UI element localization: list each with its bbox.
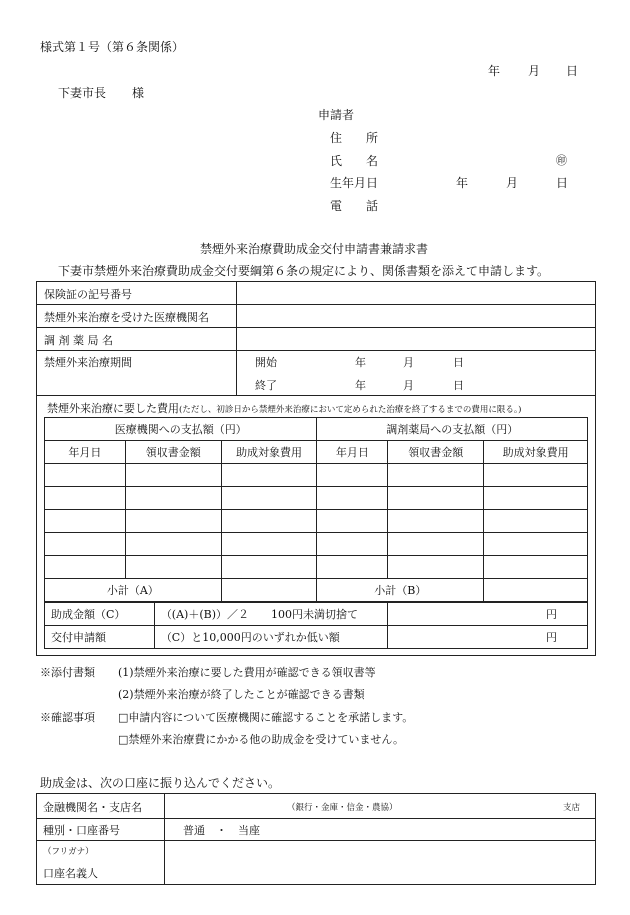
table-row: [45, 533, 588, 556]
costs-heading-text: 禁煙外来治療に要した費用: [47, 402, 179, 415]
col-header: 助成対象費用: [484, 441, 588, 464]
attachment-2: (2)禁煙外来治療が終了したことが確認できる書類: [118, 688, 365, 701]
bank-instruction: 助成金は、次の口座に振り込んでください。: [40, 776, 281, 790]
seal-mark: ㊞: [556, 154, 567, 167]
end-day-label: 日: [453, 379, 464, 392]
institution-label: 禁煙外来治療を受けた医療機関名: [44, 311, 209, 324]
confirm-checkbox-2[interactable]: □禁煙外来治療費にかかる他の助成金を受けていません。: [118, 733, 405, 746]
costs-heading: [47, 400, 521, 416]
applicant-title: 申請者: [318, 108, 355, 122]
grant-amount-label: 助成金額（C）: [45, 603, 155, 626]
date-year-label: 年: [488, 64, 501, 78]
account-types: 普通 ・ 当座: [183, 824, 260, 837]
branch-label: 支店: [563, 803, 581, 813]
attachments-label: ※添付書類: [40, 666, 95, 679]
table-row: [45, 510, 588, 533]
end-month-label: 月: [403, 379, 414, 392]
form-number: 様式第１号（第６条関係）: [40, 40, 185, 54]
cost-grid: [44, 417, 588, 602]
grant-yen: 円: [388, 603, 588, 626]
account-holder-label: 口座名義人: [43, 867, 98, 880]
bank-types: （銀行・金庫・信金・農協）: [287, 803, 398, 813]
confirm-label: ※確認事項: [40, 711, 95, 724]
application-table: [36, 281, 596, 656]
col-header: 領収書金額: [125, 441, 221, 464]
table-row: [45, 556, 588, 579]
table-row: [45, 464, 588, 487]
applicant-birthdate-label: 生年月日: [330, 176, 379, 190]
request-formula: （C）と10,000円のいずれか低い額: [154, 626, 388, 649]
date-month-label: 月: [528, 64, 541, 78]
subtotal-b-value: [484, 579, 588, 602]
request-yen: 円: [388, 626, 588, 649]
applicant-name-label: 氏 名: [330, 154, 379, 168]
date-day-label: 日: [566, 64, 579, 78]
account-label: 種別・口座番号: [43, 824, 120, 837]
subtotal-a-label: 小計（A）: [45, 579, 222, 602]
grant-table: [44, 602, 588, 649]
grant-formula: （(A)＋(B)）／２ 100円未満切捨て: [154, 603, 388, 626]
attachment-1: (1)禁煙外来治療に要した費用が確認できる領収書等: [118, 666, 376, 679]
birth-day-label: 日: [556, 176, 569, 190]
start-year-label: 年: [355, 356, 366, 369]
furigana-label: （フリガナ）: [43, 847, 94, 857]
medical-payment-header: 医療機関への支払額（円）: [45, 418, 317, 441]
pharmacy-label: 調 剤 薬 局 名: [44, 334, 113, 347]
confirm-checkbox-1[interactable]: □申請内容について医療機関に確認することを承諾します。: [118, 711, 414, 724]
subtotal-b-label: 小計（B）: [317, 579, 484, 602]
start-day-label: 日: [453, 356, 464, 369]
subtotal-a-value: [221, 579, 317, 602]
birth-year-label: 年: [456, 176, 469, 190]
birth-month-label: 月: [506, 176, 519, 190]
end-year-label: 年: [355, 379, 366, 392]
col-header: 年月日: [317, 441, 388, 464]
period-label: 禁煙外来治療期間: [44, 356, 132, 369]
honorific: 様: [132, 86, 145, 100]
applicant-phone-label: 電 話: [330, 199, 379, 213]
col-header: 助成対象費用: [221, 441, 317, 464]
bank-name-label: 金融機関名・支店名: [43, 801, 142, 814]
start-month-label: 月: [403, 356, 414, 369]
insurance-label: 保険証の記号番号: [44, 288, 132, 301]
document-title: 禁煙外来治療費助成金交付申請書兼請求書: [200, 242, 429, 256]
period-start-label: 開始: [255, 356, 277, 369]
applicant-address-label: 住 所: [330, 131, 379, 145]
pharmacy-payment-header: 調剤薬局への支払額（円）: [317, 418, 588, 441]
period-end-label: 終了: [255, 379, 277, 392]
addressee: 下妻市長: [58, 86, 107, 100]
col-header: 年月日: [45, 441, 126, 464]
request-amount-label: 交付申請額: [45, 626, 155, 649]
document-intro: 下妻市禁煙外来治療費助成金交付要綱第６条の規定により、関係書類を添えて申請します。: [58, 264, 550, 278]
table-row: [45, 487, 588, 510]
col-header: 領収書金額: [388, 441, 484, 464]
bank-table: [36, 793, 596, 885]
costs-note: (ただし、初診日から禁煙外来治療において定められた治療を終了するまでの費用に限る。): [179, 405, 522, 415]
